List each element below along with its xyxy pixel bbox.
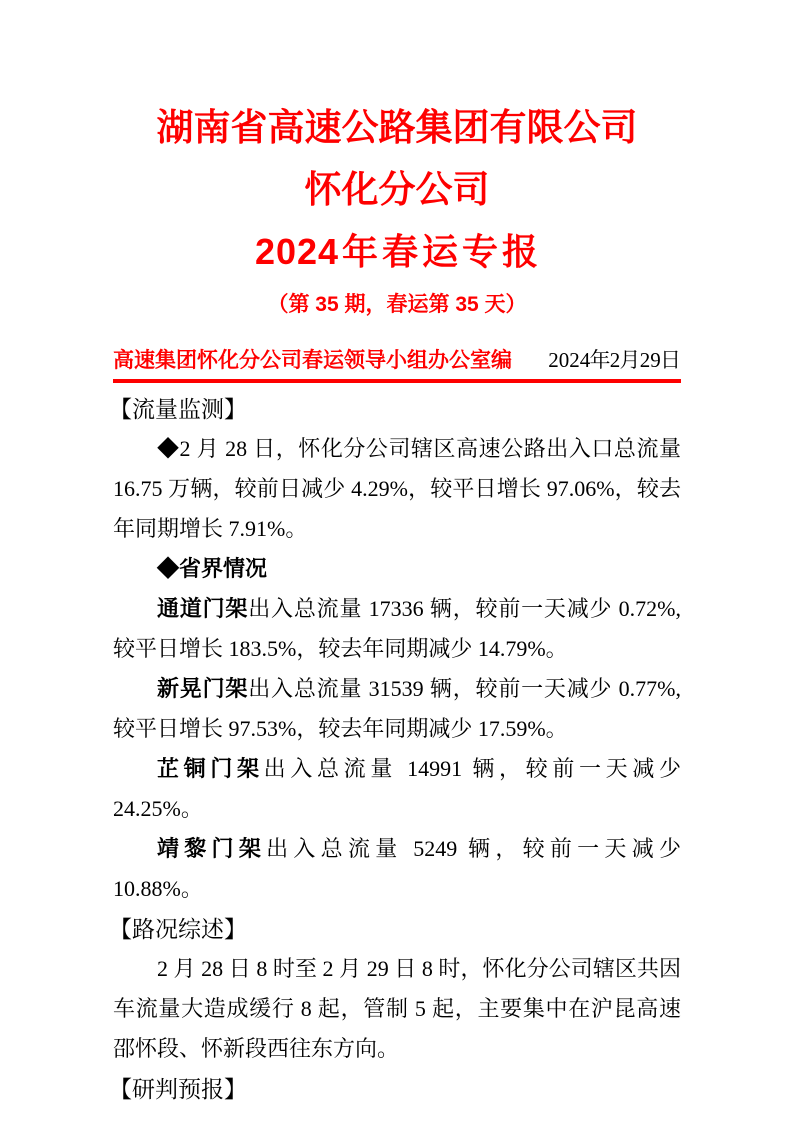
gantry-name: 靖黎门架	[157, 836, 267, 861]
paragraph-gantry-xinhuang	[113, 669, 681, 749]
masthead-rule	[113, 347, 681, 383]
paragraph-gantry-zhitong	[113, 749, 681, 829]
paragraph-flow-summary: ◆2 月 28 日，怀化分公司辖区高速公路出入口总流量 16.75 万辆，较前日减少 4.29%，较平日增长 97.06%，较去年同期增长 7.91%。	[113, 436, 681, 541]
gantry-name: 芷铜门架	[157, 756, 264, 781]
gantry-name: 新晃门架	[157, 676, 249, 701]
document-body	[109, 389, 681, 1109]
gantry-stats: 出入总流量 17336 辆，较前一天减少 0.72%,较平日增长 183.5%，较去年同期减少 14.79%。	[113, 596, 681, 661]
gantry-name: 通道门架	[157, 596, 249, 621]
editor-office: 高速集团怀化分公司春运领导小组办公室编	[113, 348, 512, 372]
document-header	[113, 97, 681, 323]
title-company: 湖南省高速公路集团有限公司	[156, 107, 638, 148]
section-heading-forecast: 【研判预报】	[109, 1076, 247, 1102]
subheading-province-border: ◆省界情况	[157, 556, 268, 581]
publish-date: 2024 年 2 月 29 日	[548, 348, 681, 372]
paragraph-road-summary: 2 月 28 日 8 时至 2 月 29 日 8 时，怀化分公司辖区共因车流量大造成缓行 8 起，管制 5 起，主要集中在沪昆高速邵怀段、怀新段西往东方向。	[113, 956, 681, 1061]
title-report: 2024 年 春 运 专 报	[254, 231, 540, 272]
paragraph-gantry-tongdao	[113, 589, 681, 669]
paragraph-gantry-jingli	[113, 829, 681, 909]
gantry-stats: 出入总流量 14991 辆，较前一天减少 24.25%。	[113, 756, 681, 821]
section-heading-flow-monitor: 【流量监测】	[109, 396, 247, 422]
issue-line: （第 35 期，春运第 35 天）	[267, 293, 527, 316]
title-branch: 怀化分公司	[304, 169, 490, 210]
gantry-stats: 出入总流量 5249 辆，较前一天减少 10.88%。	[113, 836, 681, 901]
section-heading-road-conditions: 【路况综述】	[109, 916, 247, 942]
gantry-stats: 出入总流量 31539 辆，较前一天减少 0.77%,较平日增长 97.53%，较去年同期减少 17.59%。	[113, 676, 681, 741]
